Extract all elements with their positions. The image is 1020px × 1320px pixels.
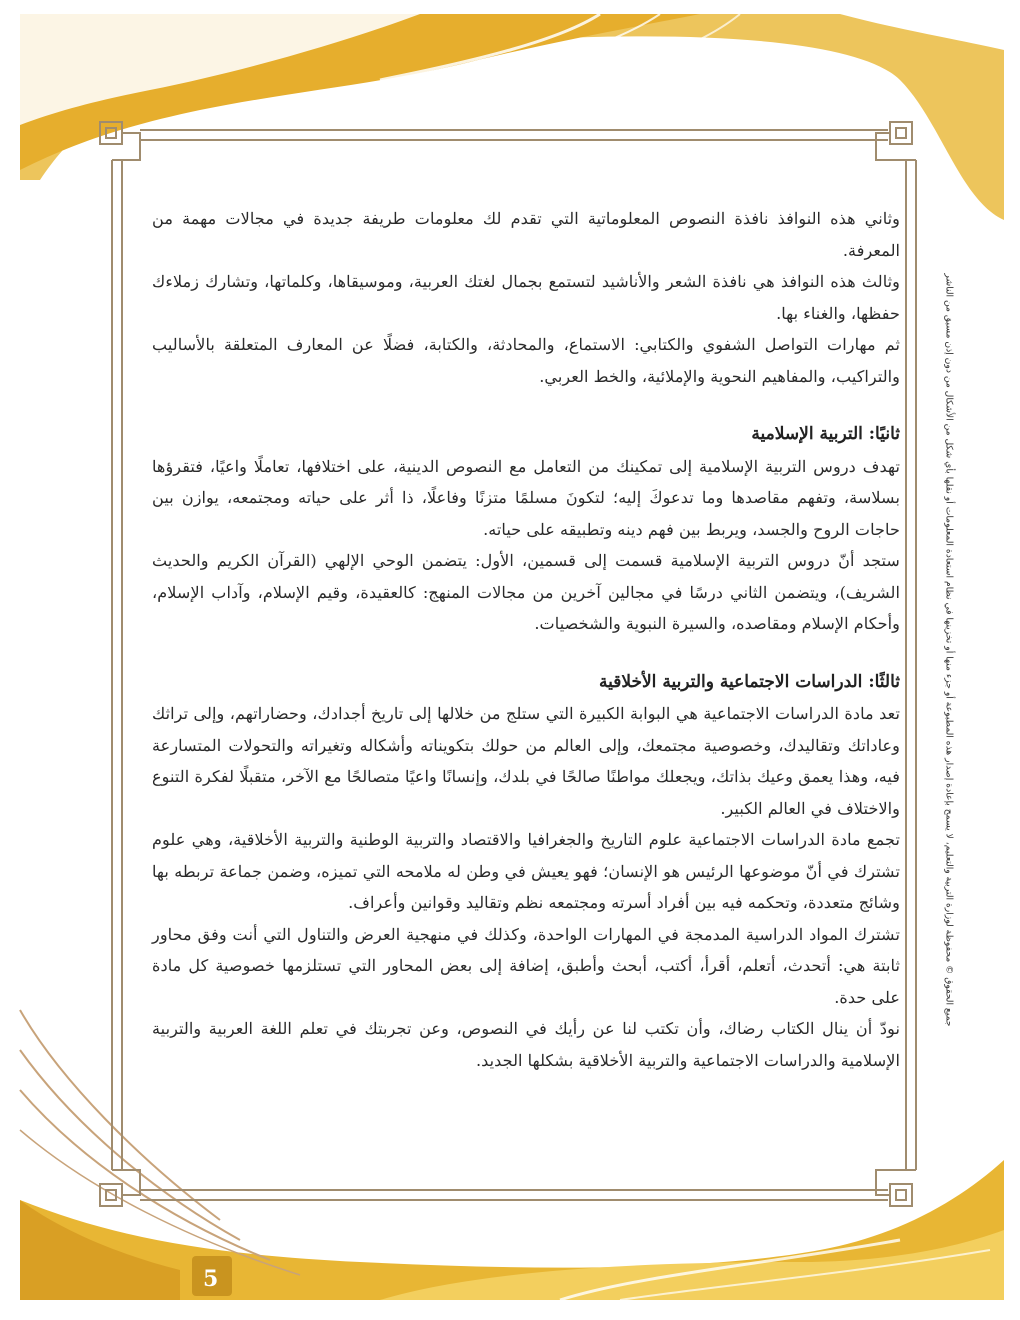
intro-paragraph-2: وثالث هذه النوافذ هي نافذة الشعر والأناشيد لتستمع بجمال لغتك العربية، وموسيقاها، وكلماتها، وتشارك زملاءك حفظها، والغناء بها. bbox=[152, 272, 900, 323]
section3-paragraph-3: تشترك المواد الدراسية المدمجة في المهارات الواحدة، وكذلك في منهجية العرض والتناول التي أنت وفق محاور ثابتة هي: أتحدث، أتعلم، أقرأ، أكتب، أبحث وأطبق، إضافة إلى بعض المحاور التي تستلزمها خصوصية كل مادة على حدة. bbox=[152, 924, 900, 1007]
section2-paragraph-1: تهدف دروس التربية الإسلامية إلى تمكينك من التعامل مع النصوص الدينية، على اختلافها، تعاملًا واعيًا، فتقرؤها بسلاسة، وتفهم مقاصدها وما تدعوكَ إليه؛ لتكونَ مسلمًا متزنًا وفاعلًا، ذا أثر على حياته ومجتمعه، يوازن بين حاجات الروح والجسد، ويربط بين فهم دينه وتطبيقه على حياته. bbox=[152, 456, 900, 539]
section3-paragraph-1: تعد مادة الدراسات الاجتماعية هي البوابة الكبيرة التي ستلج من خلالها إلى تاريخ أجدادك، وحضاراتهم، وإلى تراثك وعاداتك وتقاليدك، وخصوصية مجتمعك، وإلى العالم من حولك بتكويناته وأشكاله وتغيراته والتحولات المتسارعة فيه، وهذا يعمق وعيك بذاتك، ويجعلك مواطنًا صالحًا في بلدك، وإنسانًا واعيًا متصالحًا مع الآخر، متقبلًا لفكرة التنوع والاختلاف في العالم الكبير. bbox=[152, 704, 900, 818]
section3-paragraph-2: تجمع مادة الدراسات الاجتماعية علوم التاريخ والجغرافيا والاقتصاد والتربية الوطنية والتربية الأخلاقية، وهي علوم تشترك في أنّ موضوعها الرئيس هو الإنسان؛ فهو يعيش في وطن له ملامحه التي تميزه، وضمن جماعة تربطه بها وشائج متعددة، وتحكمه فيه بين أفراد أسرته ومجتمعه نظم وتقاليد وقوانين وأعراف. bbox=[152, 830, 900, 912]
section-heading-social-studies: ثالثًا: الدراسات الاجتماعية والتربية الأخلاقية bbox=[598, 671, 900, 692]
page-number: 5 bbox=[203, 1266, 219, 1292]
copyright-text: جميع الحقوق © محفوظة لوزارة التربية والتعليم، لا يسمح بإعادة إصدار هذه المطبوعة أو جزء منها أو تخزينها في نظام استعادة المعلومات أو نقلها بأي شكل من الأشكال من دون إذن مسبق من الناشر bbox=[943, 273, 955, 1027]
section3-paragraph-4: نودّ أن ينال الكتاب رضاك، وأن تكتب لنا عن رأيك في النصوص، وعن تجربتك في تعلم اللغة العربية والتربية الإسلامية والدراسات الاجتماعية والتربية الأخلاقية بشكلها الجديد. bbox=[152, 1019, 900, 1070]
intro-paragraph-3: ثم مهارات التواصل الشفوي والكتابي: الاستماع، والمحادثة، والكتابة، فضلًا عن المعارف المتعلقة بالأساليب والتراكيب، والمفاهيم النحوية والإملائية، والخط العربي. bbox=[152, 335, 900, 386]
copyright-side-note bbox=[929, 260, 969, 1040]
section-heading-islamic-education: ثانيًا: التربية الإسلامية bbox=[751, 424, 900, 444]
section2-paragraph-2: ستجد أنّ دروس التربية الإسلامية قسمت إلى قسمين، الأول: يتضمن الوحي الإلهي (القرآن الكريم والحديث الشريف)، ويتضمن الثاني درسًا في مجالين آخرين من مجالات المنهج: كالعقيدة، وقيم الإسلام، وآداب الإسلام، وأحكام الإسلام ومقاصده، والسيرة النبوية والشخصيات. bbox=[152, 551, 900, 633]
document-body bbox=[152, 203, 900, 1076]
intro-paragraph-1: وثاني هذه النوافذ نافذة النصوص المعلوماتية التي تقدم لك معلومات طريفة جديدة في مجالات مهمة من المعرفة. bbox=[152, 209, 900, 260]
